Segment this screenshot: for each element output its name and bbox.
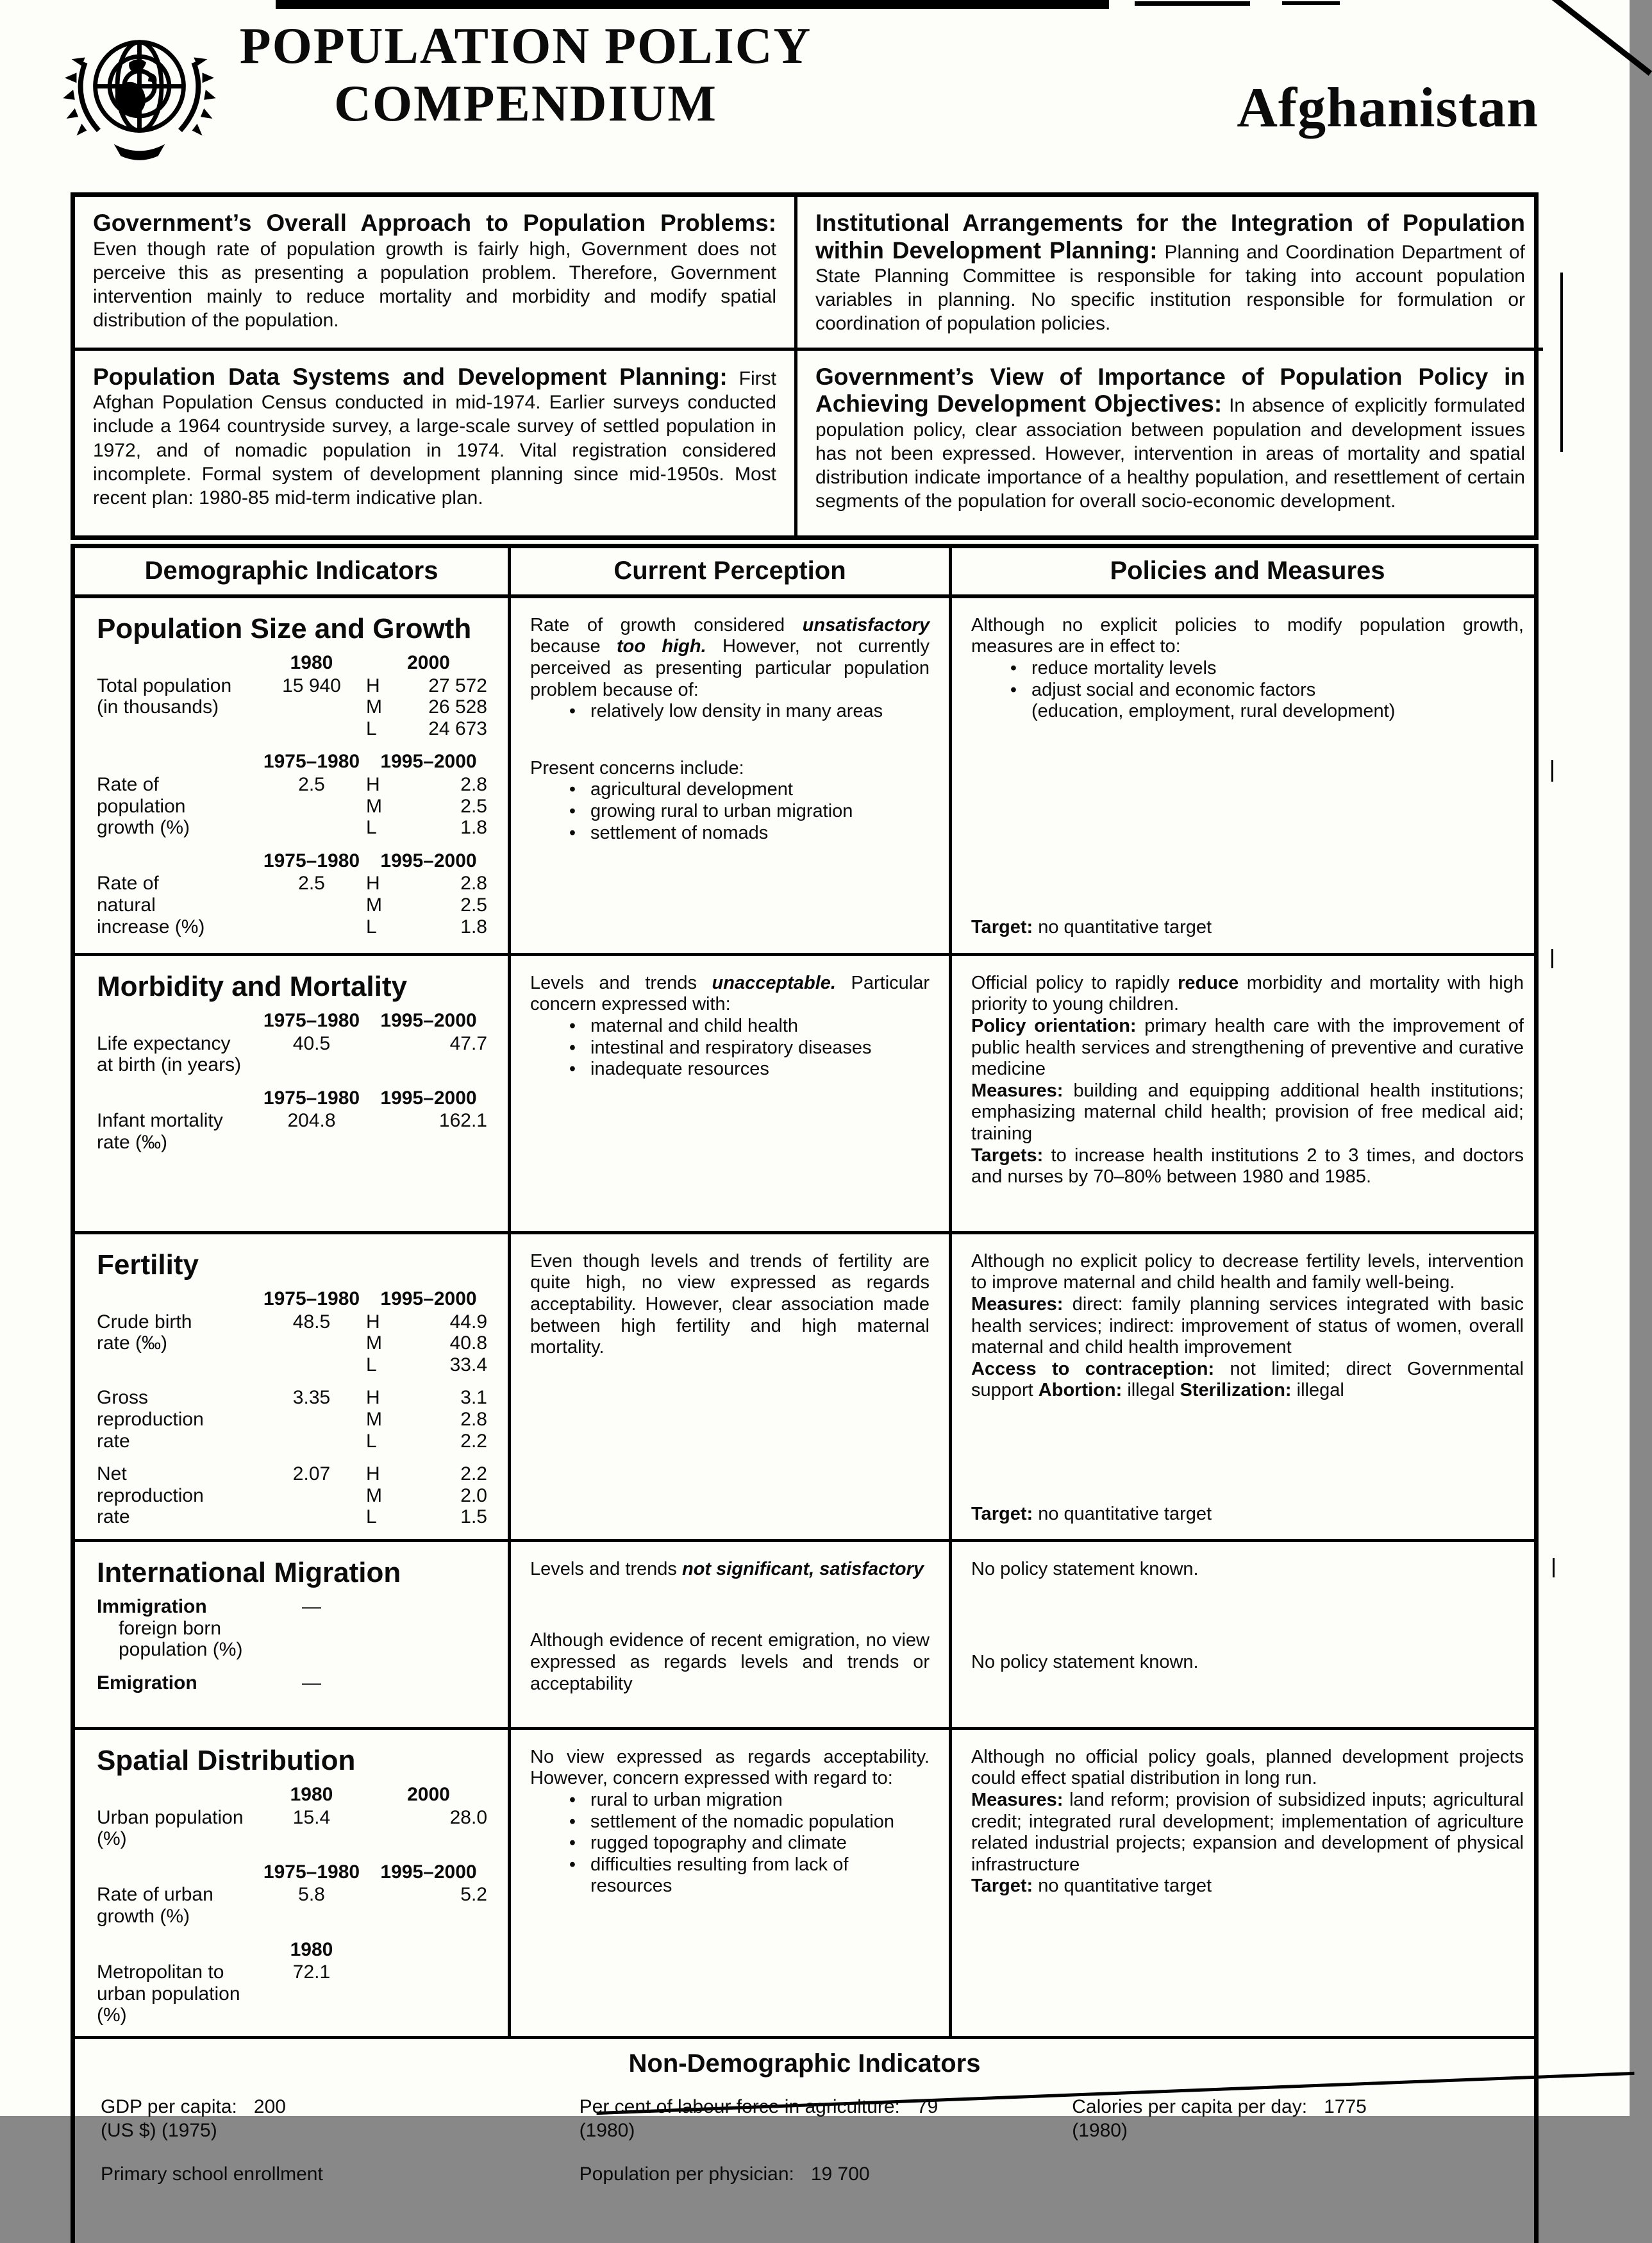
nd-item-label: GDP per capita: — [101, 2096, 237, 2117]
indicator-table: 1975–1980 1995–2000 Crude birth rate (‰) 48.5 H 44.9 M 40.8 L 33.4 Gross reproduction rate 3.35 H 3.1 M 2.8 L 2.2 Net reproduction rate 2.07 H 2.2 M 2.0 L 1.5 — [97, 1288, 487, 1528]
nd-item-population-per-physician — [580, 2162, 1072, 2187]
table-row-spatial-distribution — [75, 1730, 1534, 2039]
section-title: International Migration — [97, 1556, 401, 1588]
non-demographic-section — [75, 2039, 1534, 2243]
column-header-demographic-indicators: Demographic Indicators — [75, 548, 511, 594]
un-emblem-icon — [54, 12, 224, 181]
overview-box-heading: Institutional Arrangements for the Integration of Population within Development Planning: — [815, 210, 1525, 264]
current-perception-cell: Rate of growth considered unsatisfactory because too high. However, not currently perceived as presenting particular population problem because of: • relatively low density in many areas Present concerns include: • agricultural development • growing rural to urban migration • settlement of nomads — [511, 598, 952, 953]
page-title-line2: COMPENDIUM — [334, 75, 717, 132]
current-perception-cell: Levels and trends unacceptable. Particular concern expressed with: • maternal and child health • intestinal and respiratory diseases • inadequate resources — [511, 956, 952, 1231]
nd-item-note: (US $) (1975) — [101, 2120, 217, 2142]
nd-item-value: 1775 — [1324, 2096, 1367, 2117]
nd-item-value: 200 — [253, 2096, 286, 2117]
column-header-policies-measures: Policies and Measures — [1110, 557, 1385, 585]
section-title: Population Size and Growth — [97, 612, 472, 644]
table-header-row — [75, 548, 1534, 598]
current-perception-cell: No view expressed as regards acceptability. However, concern expressed with regard to: • rural to urban migration • settlement of the nomadic population • rugged topography and climate • difficulties resulting from lack of resources — [511, 1730, 952, 2038]
overview-box-body: Even though rate of population growth is fairly high, Government does not perceive this as presenting a population problem. Therefore, Government intervention mainly to reduce mortality and morbidity and modify spatial distribution of the population. — [93, 238, 776, 332]
demographic-indicators-cell — [75, 598, 511, 953]
policies-measures-cell: Although no official policy goals, planned development projects could effect spatial distribution in long run. Measures: land reform; provision of subsidized inputs; agricultural credit; integrated rural development; implementation of agriculture related industrial projects; expansion and development of physical infrastructure Target: no quantitative target — [971, 1746, 1524, 1897]
nd-item-label: Per cent of labour force in agriculture: — [579, 2096, 900, 2117]
overview-box-body: Planning and Coordination Department of State Planning Committee is responsible for taking into account population variables in planning. No specific institution responsible for formulation or coordination of population policies. — [815, 241, 1525, 335]
non-demographic-items — [75, 2095, 1534, 2143]
table-row-population-size-and-growth — [75, 598, 1534, 956]
overview-box-institutional-arrangements — [797, 197, 1543, 351]
page-title-line1: POPULATION POLICY — [239, 18, 812, 74]
nd-item-value: 79 — [916, 2096, 939, 2117]
column-header-current-perception: Current Perception — [511, 548, 952, 594]
policies-measures-cell: Although no explicit policy to decrease fertility levels, intervention to improve maternal and child health and family well-being. Measures: direct: family planning services integrated with basic health services; indirect: improvement of status of women, overall maternal and child health improvement Access to contraception: not limited; direct Governmental support Abortion: illegal Sterilization: illegal Target: no quantitative target — [971, 1250, 1524, 1525]
current-perception-cell: Even though levels and trends of fertility are quite high, no view expressed as regards acceptability. However, clear association made between high fertility and high maternal mortality. — [511, 1234, 952, 1540]
country-name: Afghanistan — [1237, 77, 1539, 139]
nd-item-calories-per-day — [1072, 2095, 1508, 2143]
nd-item-gdp-per-capita — [101, 2095, 580, 2143]
indicator-table: 1980 2000 Total population (in thousands) 15 940 H 27 572 M 26 528 L 24 673 1975–1980 1995–2000 Rate of population growth (%) 2.5 H 2.8 M 2.5 L 1.8 1975–1980 1995–2000 Rate of natural increase (%) 2.5 H 2.8 M 2.5 L 1.8 — [97, 652, 487, 937]
nd-item-value: 19 700 — [810, 2163, 870, 2185]
policies-measures-cell: Official policy to rapidly reduce morbidity and mortality with high priority to young children. Policy orientation: primary health care with the improvement of public health services and strengthening of preventive and curative medicine Measures: building and equipping additional health institutions; emphasizing maternal child health; provision of free medical aid; training Targets: to increase health institutions 2 to 3 times, and doctors and nurses by 70–80% between 1980 and 1985. — [971, 972, 1524, 1188]
table-row-international-migration — [75, 1542, 1534, 1730]
policies-measures-cell: Although no explicit policies to modify population growth, measures are in effect to: • reduce mortality levels • adjust social and economic factors (education, employment, rural development) Target: no quantitative target — [971, 614, 1524, 938]
nd-item-primary-school-enrollment — [101, 2162, 580, 2187]
policy-table — [71, 544, 1539, 2243]
section-title: Fertility — [97, 1248, 199, 1281]
non-demographic-items-partial — [75, 2162, 1534, 2187]
overview-box-heading: Government’s View of Importance of Population Policy in Achieving Development Objectives: — [815, 363, 1525, 417]
scan-artifact-tick — [1553, 1558, 1555, 1577]
scan-artifact-tick — [1551, 949, 1553, 968]
policies-measures-cell: No policy statement known. No policy statement known. — [971, 1558, 1199, 1673]
demographic-indicators-cell — [75, 1730, 511, 2038]
nd-item-note: (1980) — [579, 2120, 635, 2142]
demographic-indicators-cell — [75, 956, 511, 1231]
indicator-table: 1980 2000 Urban population (%) 15.4 28.0 1975–1980 1995–2000 Rate of urban growth (%) 5.8 5.2 1980 Metropolitan to urban population (%) 72.1 — [97, 1784, 487, 2026]
non-demographic-title: Non-Demographic Indicators — [628, 2049, 981, 2078]
nd-item-labour-force-agriculture — [580, 2095, 1072, 2143]
nd-item-label: Calories per capita per day: — [1072, 2096, 1308, 2117]
nd-item-label: Primary school enrollment — [101, 2163, 323, 2185]
scan-artifact-edge-line — [1560, 273, 1563, 452]
overview-grid — [71, 192, 1539, 540]
overview-box-government-view — [797, 351, 1543, 535]
nd-item-empty — [1072, 2162, 1508, 2187]
overview-box-heading: Population Data Systems and Development Planning: — [93, 363, 728, 390]
overview-box-body: First Afghan Population Census conducted in mid-1974. Earlier surveys conducted include a 1964 countryside survey, a large-scale survey of settled population in 1972, and of nomadic population in 1974. Vital registration considered incomplete. Formal system of development planning since mid-1950s. Most recent plan: 1980-85 mid-term indicative plan. — [93, 367, 776, 508]
table-row-morbidity-and-mortality — [75, 956, 1534, 1234]
nd-item-label: Population per physician: — [579, 2163, 794, 2185]
header — [71, 0, 1539, 192]
section-title: Morbidity and Mortality — [97, 970, 407, 1002]
current-perception-cell: Levels and trends not significant, satisfactory Although evidence of recent emigration, no view expressed as regards levels and trends or acceptability — [511, 1542, 952, 1727]
nd-item-note: (1980) — [1072, 2120, 1128, 2142]
indicator-table: 1975–1980 1995–2000 Life expectancy at birth (in years) 40.5 47.7 1975–1980 1995–2000 Infant mortality rate (‰) 204.8 162.1 — [97, 1010, 487, 1154]
demographic-indicators-cell — [75, 1542, 511, 1727]
table-row-fertility — [75, 1234, 1534, 1542]
page-title — [231, 18, 821, 133]
scan-artifact-tick — [1551, 760, 1553, 782]
section-title: Spatial Distribution — [97, 1744, 356, 1776]
overview-box-heading: Government’s Overall Approach to Population Problems: — [93, 210, 776, 236]
overview-box-data-systems — [75, 351, 797, 535]
demographic-indicators-cell — [75, 1234, 511, 1540]
overview-box-overall-approach — [75, 197, 797, 351]
overview-box-body: In absence of explicitly formulated population policy, clear association between population and development issues has not been expressed. However, intervention in areas of mortality and spatial distribution indicate importance of a healthy population, and resettlement of certain segments of the population for overall socio-economic development. — [815, 395, 1526, 512]
indicator-table: Immigration foreign born population (%) — Emigration — — [97, 1596, 321, 1693]
